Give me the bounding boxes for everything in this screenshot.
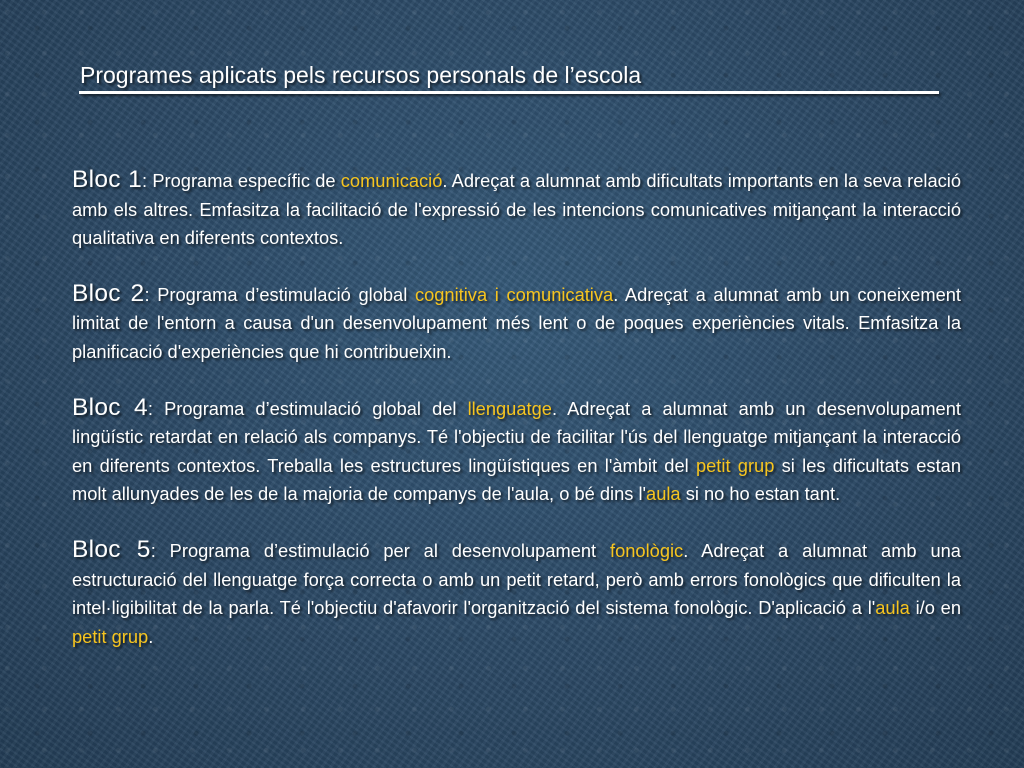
highlighted-term: llenguatge bbox=[467, 397, 552, 419]
bloc-paragraph bbox=[72, 394, 961, 509]
paragraph-text: : Programa d’estimulació global del bbox=[147, 397, 468, 419]
highlighted-term: aula bbox=[646, 483, 681, 505]
slide-body bbox=[72, 166, 961, 678]
highlighted-term: fonològic bbox=[610, 539, 684, 561]
highlighted-term: petit grup bbox=[72, 625, 149, 647]
paragraph-text: . Adreçat a alumnat amb dificultats importants en la seva relació amb els altres. Emfasitza la facilitació de l'expressió de les intencions comunicatives mitjançant la interacció qualitativa en diferents contextos. bbox=[72, 170, 962, 249]
bloc-heading: Bloc 4 bbox=[72, 393, 148, 421]
title-underline bbox=[79, 91, 939, 94]
bloc-heading: Bloc 1 bbox=[72, 166, 143, 193]
paragraph-text: i/o en bbox=[909, 597, 961, 619]
highlighted-term: aula bbox=[875, 597, 910, 619]
bloc-heading: Bloc 2 bbox=[72, 279, 145, 307]
paragraph-text: si les dificultats estan molt allunyades de les de la majoria de companys de l'aula, o bé dins l' bbox=[72, 454, 961, 505]
bloc-paragraph bbox=[72, 536, 961, 651]
highlighted-term: petit grup bbox=[695, 454, 775, 476]
paragraph-text: si no ho estan tant. bbox=[680, 483, 841, 505]
slide-title: Programes aplicats pels recursos personals de l’escola bbox=[80, 62, 642, 88]
bloc-paragraph bbox=[72, 166, 961, 253]
highlighted-term: cognitiva i comunicativa bbox=[414, 283, 614, 305]
paragraph-text: . Adreçat a alumnat amb un coneixement limitat de l'entorn a causa d'un desenvolupament més lent o de poques experiències vitals. Emfasitza la planificació d'experiències que hi contribueixin. bbox=[72, 283, 961, 362]
paragraph-text: : Programa específic de bbox=[142, 170, 341, 191]
bloc-heading: Bloc 5 bbox=[72, 535, 151, 563]
paragraph-text: . Adreçat a alumnat amb un desenvolupament lingüístic retardat en relació als companys. Té l'objectiu de facilitar l'ús del llenguatge mitjançant la interacció en diferents contextos. Treballa les estructures lingüístiques en l'àmbit del bbox=[72, 397, 961, 476]
paragraph-text: : Programa d’estimulació per al desenvolupament bbox=[150, 539, 611, 561]
highlighted-term: comunicació bbox=[340, 170, 443, 191]
paragraph-text: . bbox=[148, 625, 154, 647]
paragraph-text: : Programa d’estimulació global bbox=[144, 283, 415, 305]
bloc-paragraph bbox=[72, 280, 961, 367]
paragraph-text: . Adreçat a alumnat amb una estructuració del llenguatge força correcta o amb un petit retard, però amb errors fonològics que dificulten la intel·ligibilitat de la parla. Té l'objectiu d'afavorir l'organització del sistema fonològic. D'aplicació a l' bbox=[72, 539, 961, 619]
